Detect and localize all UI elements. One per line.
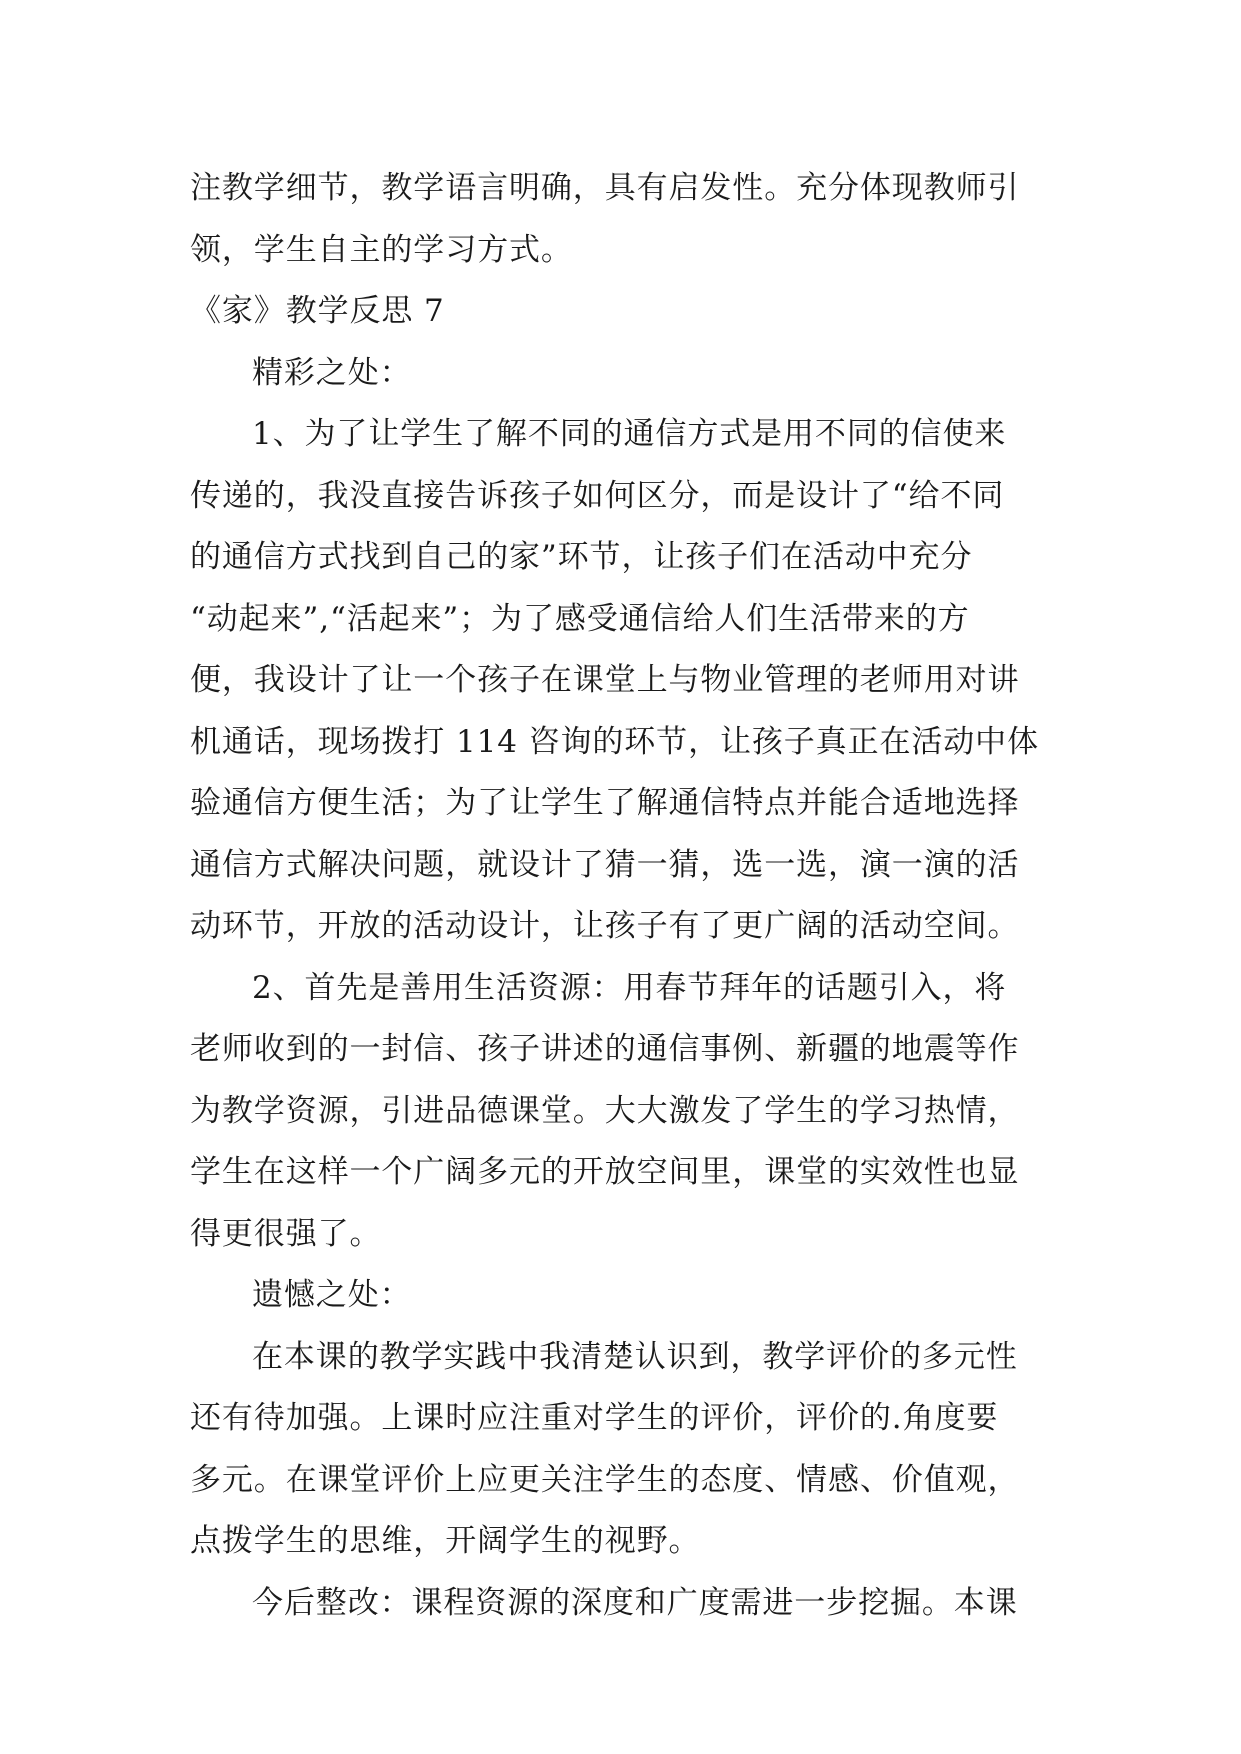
text-line: 得更很强了。: [190, 1215, 382, 1252]
section-title: 《家》教学反思 7: [190, 293, 445, 329]
text-line: 机通话，现场拨打 114 咨询的环节，让孩子真正在活动中体: [190, 723, 1039, 760]
document-body: [190, 158, 1052, 1634]
text-line: 为教学资源，引进品德课堂。大大激发了学生的学习热情，: [190, 1092, 1020, 1129]
paragraph-improvement: [190, 1573, 1052, 1635]
subheading-regrets: 遗憾之处：: [252, 1277, 412, 1313]
text-line: 的通信方式找到自己的家”环节，让孩子们在活动中充分: [190, 539, 973, 575]
text-line: 2、首先是善用生活资源：用春节拜年的话题引入，将: [252, 969, 1007, 1006]
text-line: 在本课的教学实践中我清楚认识到，教学评价的多元性: [252, 1338, 1018, 1375]
text-line: “动起来”,“活起来”；为了感受通信给人们生活带来的方: [190, 600, 970, 637]
text-line: 1、为了让学生了解不同的通信方式是用不同的信使来: [252, 416, 1007, 452]
text-line: 通信方式解决问题，就设计了猜一猜，选一选，演一演的活: [190, 846, 1020, 883]
text-line: 今后整改：课程资源的深度和广度需进一步挖掘。本课: [252, 1584, 1018, 1621]
text-line: 多元。在课堂评价上应更关注学生的态度、情感、价值观，: [190, 1461, 1020, 1498]
text-line: 验通信方便生活；为了让学生了解通信特点并能合适地选择: [190, 785, 1020, 821]
subheading-highlights: 精彩之处：: [252, 354, 412, 391]
text-line: 传递的，我没直接告诉孩子如何区分，而是设计了“给不同: [190, 477, 1005, 514]
paragraph-point-1: [190, 404, 1052, 958]
text-line: 注教学细节，教学语言明确，具有启发性。充分体现教师引: [190, 170, 1020, 206]
text-line: 还有待加强。上课时应注重对学生的评价，评价的.角度要: [190, 1400, 999, 1436]
paragraph-point-2: [190, 958, 1052, 1266]
paragraph-continuation: [190, 158, 1052, 281]
text-line: 动环节，开放的活动设计，让孩子有了更广阔的活动空间。: [190, 908, 1020, 944]
text-line: 点拨学生的思维，开阔学生的视野。: [190, 1523, 701, 1559]
text-line: 学生在这样一个广阔多元的开放空间里，课堂的实效性也显: [190, 1154, 1020, 1190]
text-line: 便，我设计了让一个孩子在课堂上与物业管理的老师用对讲: [190, 662, 1020, 698]
text-line: 领，学生自主的学习方式。: [190, 231, 573, 268]
paragraph-regrets: [190, 1327, 1052, 1573]
text-line: 老师收到的一封信、孩子讲述的通信事例、新疆的地震等作: [190, 1031, 1020, 1067]
